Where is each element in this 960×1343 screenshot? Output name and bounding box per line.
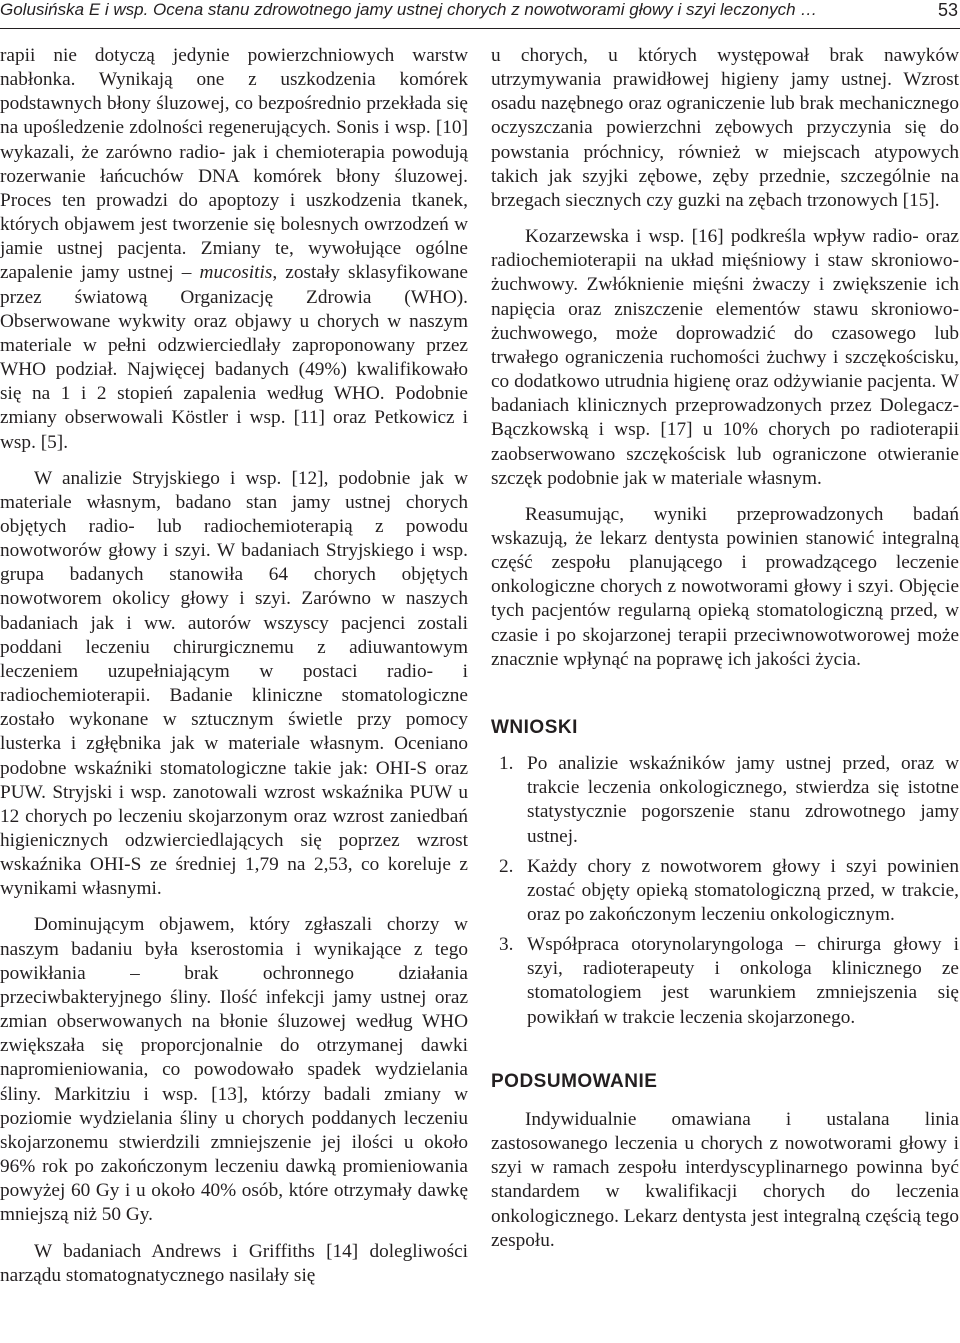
paragraph-xerostomia: Dominującym objawem, który zgłaszali chorzy w naszym badaniu była kserostomia i wynikające z tego powikłania – brak ochronnego działania przeciwbakteryjnego śliny. Ilość infekcji jamy ustnej oraz zmian obserwowanych na błonie śluzowej według WHO zwiększała się proporcjonalnie do otrzymanej dawki napromieniowania, co powodowało spadek wydzielania śliny. Markitziu i wsp. [13], którzy badali zmiany w poziomie wydzielania śliny u chorych poddanych leczeniu skojarzonemu stwierdzili zmniejszenie jej ilości u około 96% rok po zakończonym leczeniu dawką promieniowania powyżej 60 Gy i u około 40% osób, które otrzymały dawkę mniejszą niż 50 Gy. — [0, 914, 468, 1226]
paragraph-andrews: W badaniach Andrews i Griffiths [14] dolegliwości narządu stomatognatycznego nasilały się — [0, 1240, 468, 1286]
conclusions-heading: WNIOSKI — [491, 716, 578, 738]
paragraph-mucositis — [0, 44, 468, 455]
conclusion-number: 1. — [499, 753, 514, 775]
running-title: Golusińska E i wsp. Ocena stanu zdrowotnego jamy ustnej chorych z nowotworami głowy i szyi leczonych … — [0, 0, 818, 19]
paragraph-hygiene: u chorych, u których występował brak nawyków utrzymywania prawidłowej higieny jamy ustnej. Wzrost osadu nazębnego oraz ograniczenie lub brak mechanicznego oczyszczania powierzchni zębowych przyczynia się do powstania próchnicy, również w miejscach atypowych takich jak szyjki zębowe, zęby przednie, szczególnie na brzegach siecznych czy guzki na zębach trzonowych [15]. — [491, 45, 959, 211]
page-number: 53 — [937, 0, 958, 20]
left-column — [0, 44, 468, 1288]
paragraph-kozarzewska: Kozarzewska i wsp. [16] podkreśla wpływ radio- oraz radiochemioterapii na układ mięśniowy i staw skroniowo-żuchwowy. Zwłóknienie mięśni żwaczy i zwiększenie ich napięcia oraz zniszczenie elementów stawu skroniowo-żuchwowego, może doprowadzić do czasowego lub trwałego ograniczenia ruchomości żuchwy i szczękościsku, co dodatkowo utrudnia higienę oraz odżywianie pacjenta. W badaniach klinicznych przeprowadzonych przez Dolegacz-Bączkowską i wsp. [17] u 10% chorych po radioterapii zaobserwowano szczękościsk lub ograniczone otwieranie szczęk podobnie jak w materiale własnym. — [491, 226, 959, 489]
mucositis-term: mucositis — [199, 262, 273, 284]
running-header — [0, 0, 960, 36]
right-column — [491, 44, 959, 1253]
conclusion-item — [491, 752, 959, 849]
header-rule — [0, 28, 960, 29]
paragraph-reasumujac: Reasumując, wyniki przeprowadzonych badań wskazują, że lekarz dentysta powinien stanowić integralną część zespołu planującego i prowadzącego leczenie onkologiczne chorych z nowotworami głowy i szyi. Objęcie tych pacjentów regularną opieką stomatologiczną przed, w czasie i po skojarzonej terapii przeciwnowotworowej może znacznie wpłynąć na poprawę ich jakości życia. — [491, 503, 959, 670]
conclusion-number: 2. — [499, 855, 514, 877]
conclusion-item — [491, 933, 959, 1030]
paragraph-text: , zostały sklasyfikowane przez światową Organizację Zdrowia (WHO). Obserwowane wykwity oraz objawy u chorych w naszym materiale w pełni odzwierciedlały zaproponowany przez WHO podział. Najwięcej badanych (49%) kwalifikowało się na 1 i 2 stopień zapalenia według WHO. Podobnie zmiany obserwowali Köstler i wsp. [11] oraz Petkowicz i wsp. [5]. — [0, 262, 468, 453]
paragraph-summary: Indywidualnie omawiana i ustalana linia zastosowanego leczenia u chorych z nowotworami głowy i szyi w ramach zespołu interdyscyplinarnego powinna być standardem w kwalifikacji chorych do leczenia onkologicznego. Lekarz dentysta jest integralną częścią tego zespołu. — [491, 1108, 959, 1251]
conclusions-list — [491, 752, 959, 1030]
conclusion-number: 3. — [499, 934, 514, 956]
conclusion-text: Każdy chory z nowotworem głowy i szyi powinien zostać objęty opieką stomatologiczną przed, w trakcie, oraz po zakończonym leczeniu onkologicznym. — [527, 855, 959, 925]
conclusion-text: Po analizie wskaźników jamy ustnej przed, oraz w trakcie leczenia onkologicznego, stwierdza się istotne statystycznie pogorszenie stanu zdrowotnego jamy ustnej. — [527, 753, 959, 847]
paragraph-stryjski: W analizie Stryjskiego i wsp. [12], podobnie jak w materiale własnym, badano stan jamy ustnej chorych objętych radio- lub radiochemioterapią z powodu nowotworów głowy i szyi. W badaniach Stryjskiego i wsp. grupa badanych stanowiła 64 chorych objętych nowotworem okolicy głowy i szyi. Zarówno w naszych badaniach jak i ww. autorów wszyscy pacjenci zostali poddani leczeniu chirurgicznemu z adiuwantowym leczeniem uzupełniającym w postaci radio- i radiochemioterapii. Badanie kliniczne stomatologiczne zostało wykonane w sztucznym świetle przy pomocy lusterka i zgłębnika jak w materiale własnym. Oceniano podobne wskaźniki stomatologiczne takie jak: OHI-S oraz PUW. Stryjski i wsp. zanotowali wzrost wskaźnika PUW u 12 chorych po leczeniu skojarzonym oraz wzrost zaniedbań higienicznych odzwierciedlających się poprzez wzrost wskaźnika OHI-S ze średniej 1,79 na 2,53, co koreluje z wynikami własnymi. — [0, 467, 468, 900]
summary-heading: PODSUMOWANIE — [491, 1070, 658, 1092]
conclusion-text: Współpraca otorynolaryngologa – chirurga głowy i szyi, radioterapeuty i onkologa klinicznego ze stomatologiem jest warunkiem zmniejszenia się powikłań w trakcie leczenia skojarzonego. — [527, 934, 959, 1028]
conclusion-item — [491, 855, 959, 927]
paragraph-text: rapii nie dotyczą jedynie powierzchniowych warstw nabłonka. Wynikają one z uszkodzenia komórek podstawnych błony śluzowej, co bezpośrednio przekłada się na upośledzenie zdolności regenerujących. Sonis i wsp. [10] wykazali, że zarówno radio- jak i chemioterapia powodują rozerwanie łańcuchów DNA komórek błony śluzowej. Proces ten prowadzi do apoptozy i uszkodzenia tkanek, których objawem jest tworzenie się bolesnych owrzodzeń w jamie ustnej pacjenta. Zmiany te, wywołujące ogólne zapalenie jamy ustnej – — [0, 45, 468, 284]
